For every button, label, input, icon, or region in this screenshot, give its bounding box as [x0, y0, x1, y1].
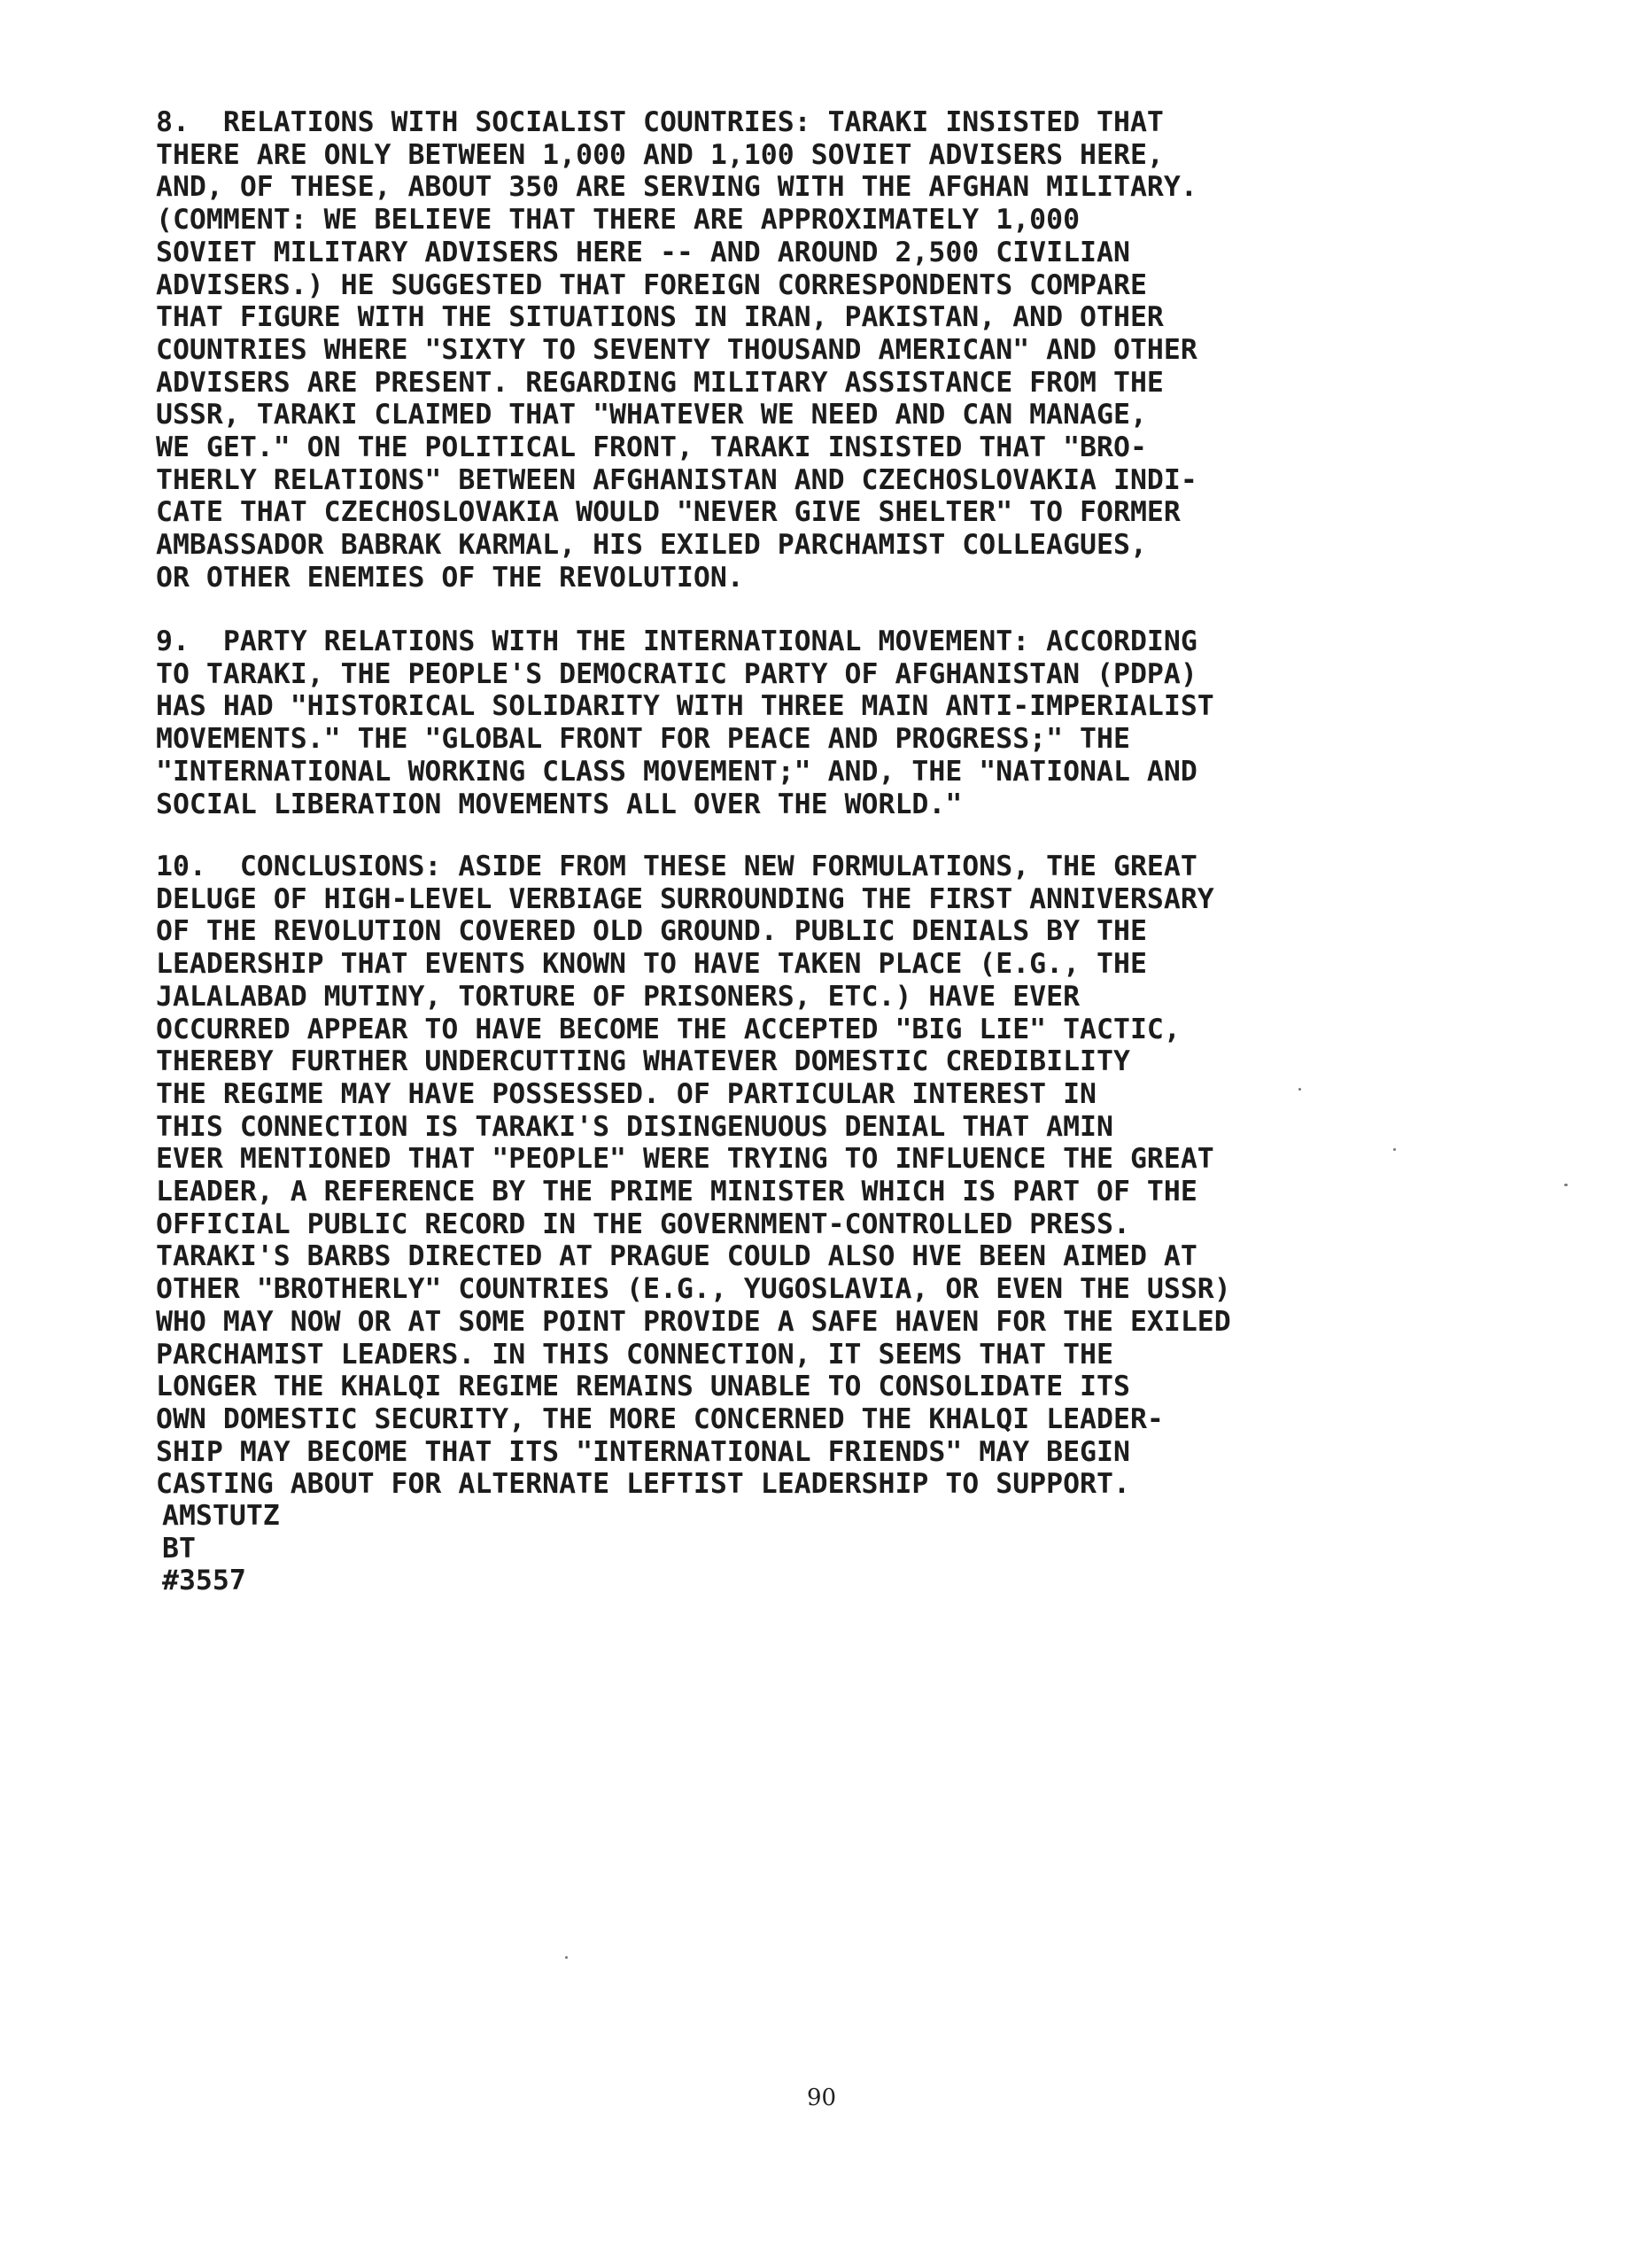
text-line: SOCIAL LIBERATION MOVEMENTS ALL OVER THE WORLD." — [156, 788, 963, 820]
text-line: "INTERNATIONAL WORKING CLASS MOVEMENT;" AND, THE "NATIONAL AND — [156, 755, 1197, 788]
message-number: #3557 — [162, 1565, 246, 1597]
text-line: AMBASSADOR BABRAK KARMAL, HIS EXILED PARCHAMIST COLLEAGUES, — [156, 529, 1147, 562]
text-line: COUNTRIES WHERE "SIXTY TO SEVENTY THOUSAND AMERICAN" AND OTHER — [156, 333, 1197, 366]
text-line: THEREBY FURTHER UNDERCUTTING WHATEVER DOMESTIC CREDIBILITY — [156, 1045, 1130, 1078]
text-line: AND, OF THESE, ABOUT 350 ARE SERVING WITH THE AFGHAN MILITARY. — [156, 171, 1197, 204]
scan-speck — [1393, 1148, 1396, 1151]
text-line: MOVEMENTS." THE "GLOBAL FRONT FOR PEACE AND PROGRESS;" THE — [156, 723, 1130, 756]
text-line: OTHER "BROTHERLY" COUNTRIES (E.G., YUGOSLAVIA, OR EVEN THE USSR) — [156, 1273, 1231, 1306]
text-line: CATE THAT CZECHOSLOVAKIA WOULD "NEVER GIVE SHELTER" TO FORMER — [156, 496, 1181, 529]
text-line: OCCURRED APPEAR TO HAVE BECOME THE ACCEPTED "BIG LIE" TACTIC, — [156, 1013, 1181, 1045]
signatory-name: AMSTUTZ — [162, 1500, 280, 1532]
text-line: ADVISERS ARE PRESENT. REGARDING MILITARY ASSISTANCE FROM THE — [156, 366, 1164, 399]
signature-block — [162, 1500, 1615, 1597]
text-line: PARCHAMIST LEADERS. IN THIS CONNECTION, IT SEEMS THAT THE — [156, 1338, 1113, 1371]
page-number: 90 — [806, 2085, 837, 2111]
text-line: THIS CONNECTION IS TARAKI'S DISINGENUOUS DENIAL THAT AMIN — [156, 1110, 1113, 1143]
text-line: OR OTHER ENEMIES OF THE REVOLUTION. — [156, 561, 744, 594]
scan-speck — [1564, 1184, 1568, 1186]
text-line: SOVIET MILITARY ADVISERS HERE -- AND AROUND 2,500 CIVILIAN — [156, 236, 1130, 268]
text-line: TO TARAKI, THE PEOPLE'S DEMOCRATIC PARTY OF AFGHANISTAN (PDPA) — [156, 657, 1197, 690]
text-line: LONGER THE KHALQI REGIME REMAINS UNABLE TO CONSOLIDATE ITS — [156, 1371, 1130, 1403]
text-line: EVER MENTIONED THAT "PEOPLE" WERE TRYING TO INFLUENCE THE GREAT — [156, 1143, 1214, 1176]
text-line: LEADERSHIP THAT EVENTS KNOWN TO HAVE TAKEN PLACE (E.G., THE — [156, 948, 1147, 981]
paragraph-8 — [156, 106, 1608, 594]
text-line: LEADER, A REFERENCE BY THE PRIME MINISTER WHICH IS PART OF THE — [156, 1176, 1197, 1208]
text-line: THE REGIME MAY HAVE POSSESSED. OF PARTICULAR INTEREST IN — [156, 1077, 1097, 1110]
text-line: WE GET." ON THE POLITICAL FRONT, TARAKI INSISTED THAT "BRO- — [156, 431, 1147, 464]
text-line: SHIP MAY BECOME THAT ITS "INTERNATIONAL FRIENDS" MAY BEGIN — [156, 1435, 1130, 1468]
scan-speck — [565, 1956, 568, 1959]
text-line: TARAKI'S BARBS DIRECTED AT PRAGUE COULD ALSO HVE BEEN AIMED AT — [156, 1240, 1197, 1273]
text-line: OF THE REVOLUTION COVERED OLD GROUND. PUBLIC DENIALS BY THE — [156, 915, 1147, 948]
text-line: WHO MAY NOW OR AT SOME POINT PROVIDE A SAFE HAVEN FOR THE EXILED — [156, 1305, 1231, 1338]
text-line: 8. RELATIONS WITH SOCIALIST COUNTRIES: TARAKI INSISTED THAT — [156, 106, 1164, 138]
break-marker: BT — [162, 1532, 196, 1565]
paragraph-10 — [156, 850, 1608, 1501]
text-line: THAT FIGURE WITH THE SITUATIONS IN IRAN, PAKISTAN, AND OTHER — [156, 301, 1164, 334]
text-line: 9. PARTY RELATIONS WITH THE INTERNATIONAL MOVEMENT: ACCORDING — [156, 625, 1197, 657]
paragraph-9 — [156, 625, 1608, 820]
text-line: ADVISERS.) HE SUGGESTED THAT FOREIGN CORRESPONDENTS COMPARE — [156, 268, 1147, 301]
text-line: DELUGE OF HIGH-LEVEL VERBIAGE SURROUNDING THE FIRST ANNIVERSARY — [156, 882, 1214, 915]
text-line: USSR, TARAKI CLAIMED THAT "WHATEVER WE NEED AND CAN MANAGE, — [156, 399, 1147, 431]
text-line: OWN DOMESTIC SECURITY, THE MORE CONCERNED THE KHALQI LEADER- — [156, 1402, 1164, 1435]
text-line: 10. CONCLUSIONS: ASIDE FROM THESE NEW FORMULATIONS, THE GREAT — [156, 850, 1197, 882]
text-line: (COMMENT: WE BELIEVE THAT THERE ARE APPROXIMATELY 1,000 — [156, 204, 1081, 237]
text-line: CASTING ABOUT FOR ALTERNATE LEFTIST LEADERSHIP TO SUPPORT. — [156, 1468, 1130, 1501]
text-line: HAS HAD "HISTORICAL SOLIDARITY WITH THREE MAIN ANTI-IMPERIALIST — [156, 690, 1214, 723]
scan-speck — [1298, 1088, 1301, 1091]
text-line: OFFICIAL PUBLIC RECORD IN THE GOVERNMENT-CONTROLLED PRESS. — [156, 1208, 1130, 1240]
text-line: THERE ARE ONLY BETWEEN 1,000 AND 1,100 SOVIET ADVISERS HERE, — [156, 138, 1164, 171]
text-line: THERLY RELATIONS" BETWEEN AFGHANISTAN AND CZECHOSLOVAKIA INDI- — [156, 463, 1197, 496]
text-line: JALALABAD MUTINY, TORTURE OF PRISONERS, ETC.) HAVE EVER — [156, 980, 1081, 1013]
